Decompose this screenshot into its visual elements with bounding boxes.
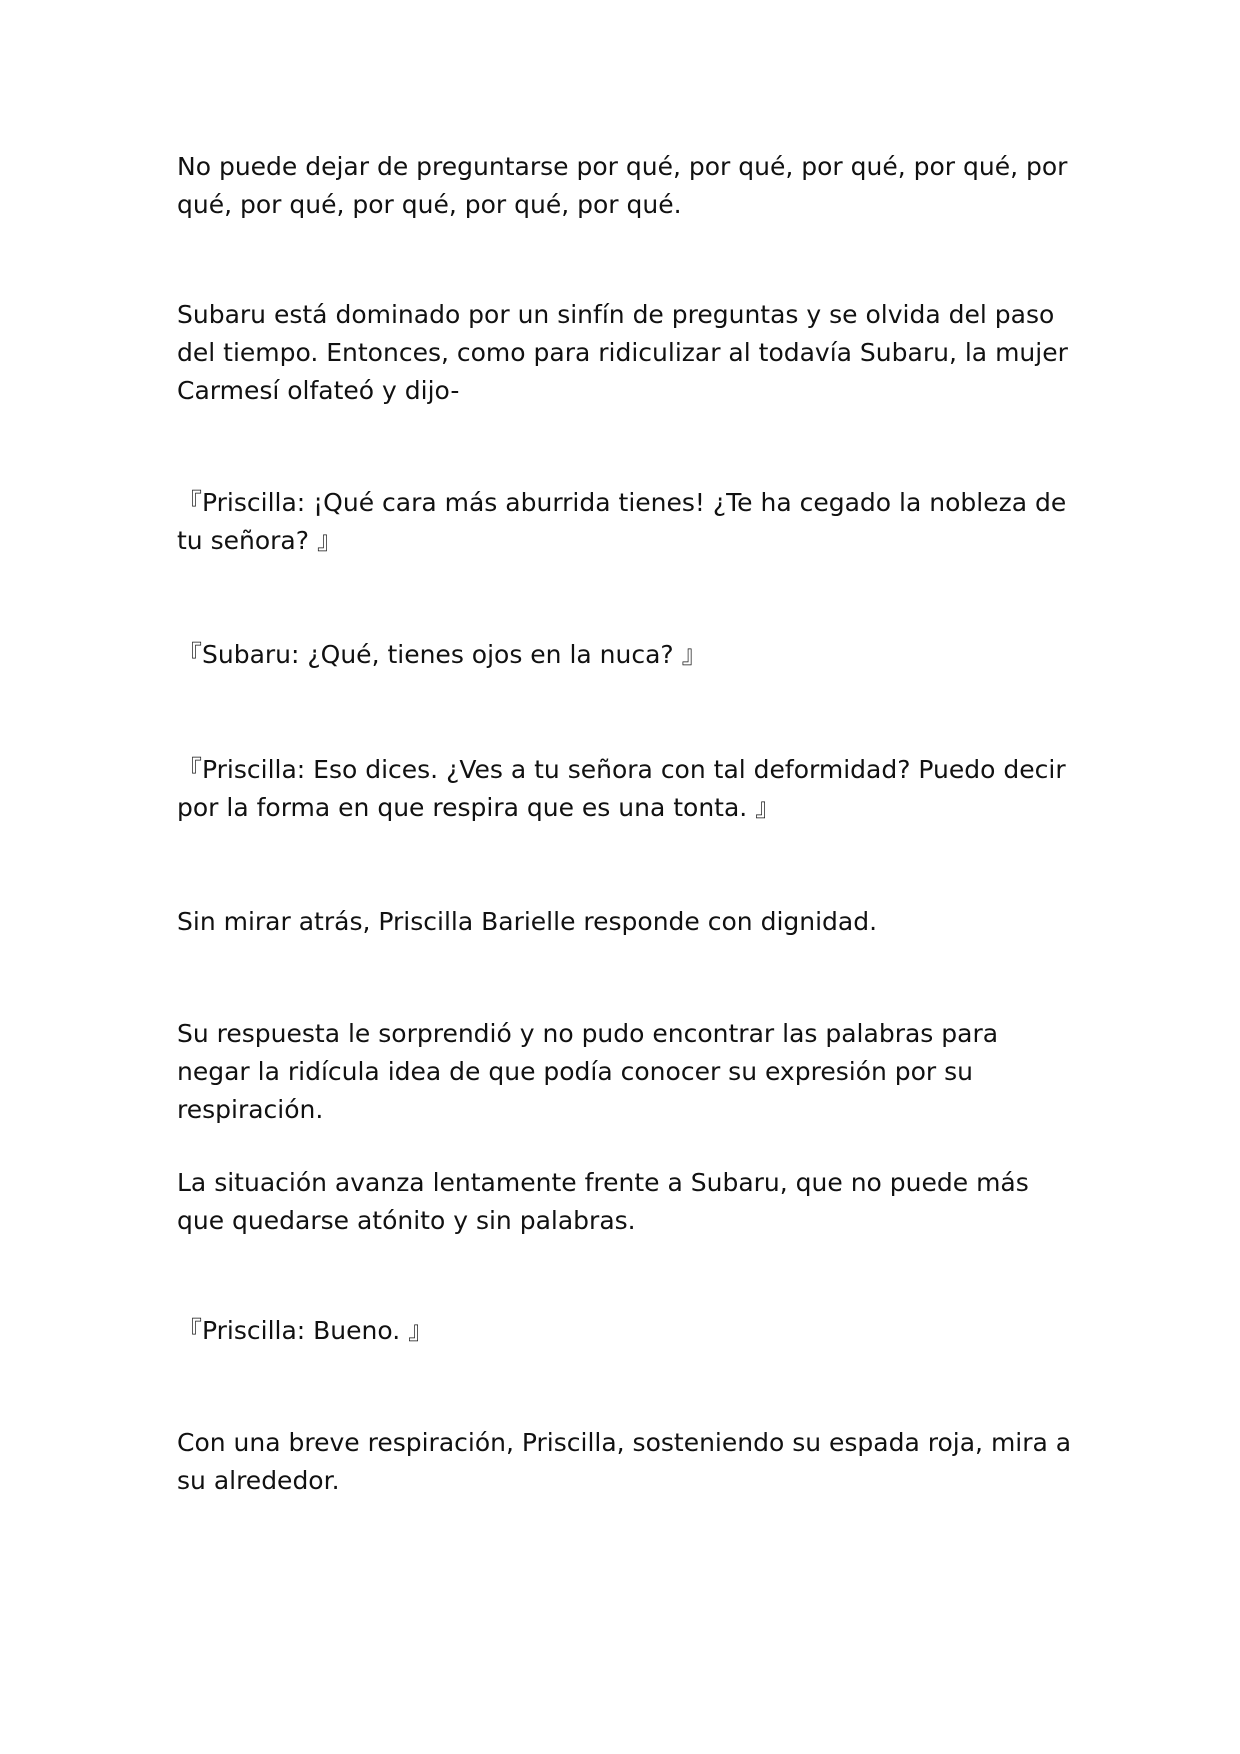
paragraph-7: Su respuesta le sorprendió y no pudo encontrar las palabras para negar la ridícula idea de que podía conocer su expresión por su respiración. [177,1019,999,1124]
dialogue-subaru-1: 『Subaru: ¿Qué, tienes ojos en la nuca? 』 [177,640,707,669]
paragraph-10: Con una breve respiración, Priscilla, sosteniendo su espada roja, mira a su alrededor. [177,1428,1072,1495]
paragraph-6: Sin mirar atrás, Priscilla Barielle responde con dignidad. [177,907,878,936]
dialogue-priscilla-3: 『Priscilla: Bueno. 』 [177,1316,434,1345]
dialogue-priscilla-2: 『Priscilla: Eso dices. ¿Ves a tu señora con tal deformidad? Puedo decir por la forma en que respira que es una tonta. 』 [177,755,1066,822]
paragraph-8: La situación avanza lentamente frente a Subaru, que no puede más que quedarse atónito y sin palabras. [177,1168,1029,1235]
paragraph-2: Subaru está dominado por un sinfín de preguntas y se olvida del paso del tiempo. Entonces, como para ridiculizar al todavía Subaru, la mujer Carmesí olfateó y dijo- [177,300,1068,405]
dialogue-priscilla-1: 『Priscilla: ¡Qué cara más aburrida tienes! ¿Te ha cegado la nobleza de tu señora? 』 [177,488,1067,555]
paragraph-1: No puede dejar de preguntarse por qué, por qué, por qué, por qué, por qué, por qué, por qué, por qué, por qué. [177,152,1068,219]
